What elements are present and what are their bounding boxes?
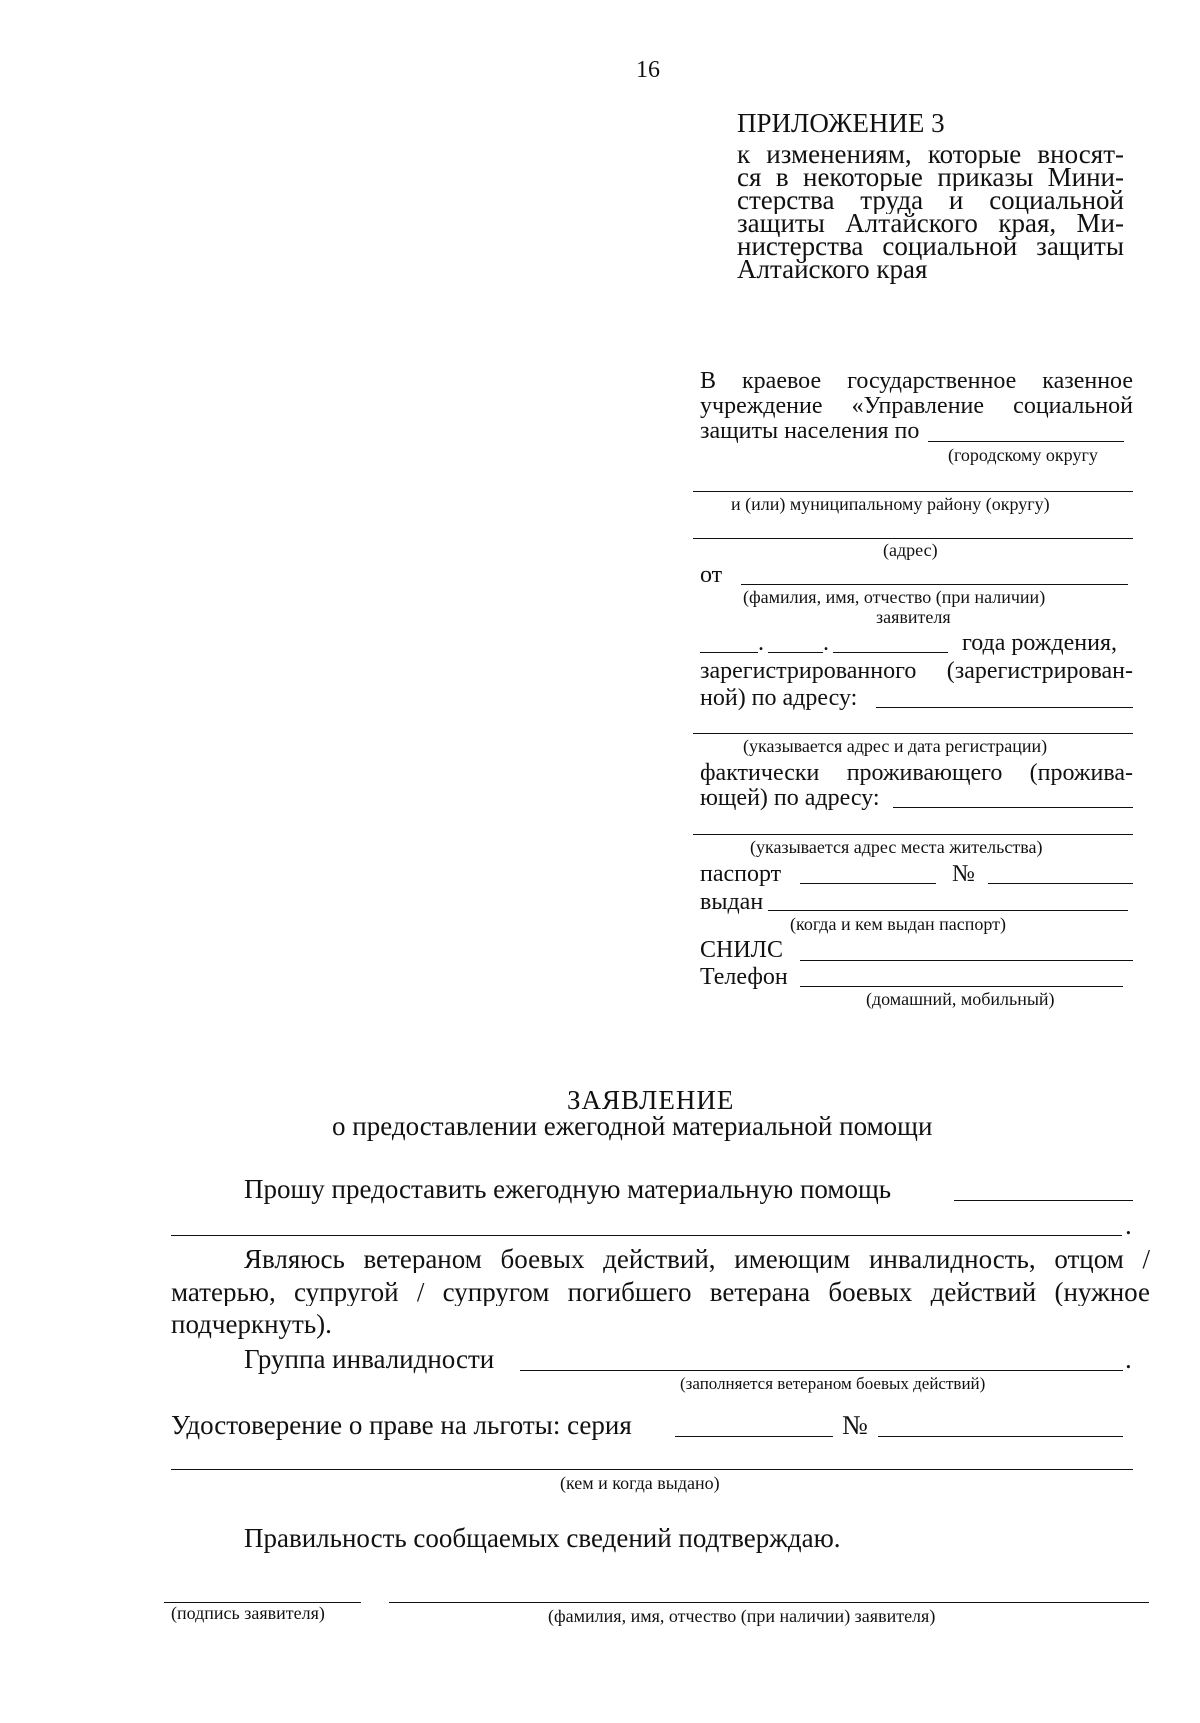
hint-city: (городскому округу: [948, 445, 1098, 465]
hint-signature: (подпись заявителя): [171, 1603, 325, 1623]
addressee-line: защиты населения по: [700, 418, 920, 444]
snils-field-line[interactable]: [800, 960, 1133, 961]
issued-field-line[interactable]: [768, 910, 1128, 911]
appendix-line: Алтайского края: [737, 254, 928, 284]
live-address-field-line[interactable]: [893, 807, 1133, 808]
birth-year-line[interactable]: [833, 652, 948, 653]
issued-label: выдан: [700, 889, 764, 915]
statement-title: ЗАЯВЛЕНИЕ: [567, 1085, 735, 1115]
birth-separator: .: [823, 630, 829, 656]
hint-applicant: заявителя: [876, 607, 951, 627]
registered-line: зарегистрированного (зарегистрирован-: [700, 659, 1133, 683]
confirm-text: Правильность сообщаемых сведений подтверждаю.: [244, 1523, 841, 1553]
certificate-number-line[interactable]: [878, 1436, 1123, 1437]
passport-number-sign: №: [952, 861, 975, 887]
appendix-line: стерства труда и социальной: [737, 187, 1124, 214]
registered-line: ной) по адресу:: [700, 685, 858, 711]
hint-signature-fio: (фамилия, имя, отчество (при наличии) заявителя): [548, 1606, 936, 1626]
hint-group: (заполняется ветераном боевых действий): [680, 1374, 986, 1393]
request-field-line[interactable]: [954, 1200, 1133, 1201]
snils-label: СНИЛС: [700, 937, 783, 963]
hint-issued: (когда и кем выдан паспорт): [790, 914, 1007, 934]
living-line: ющей) по адресу:: [700, 785, 880, 811]
addressee-line: В краевое государственное казенное: [700, 369, 1133, 393]
fio-field-line[interactable]: [741, 584, 1128, 585]
address-field-line[interactable]: [693, 538, 1133, 539]
district-field-line[interactable]: [693, 491, 1133, 492]
hint-address: (адрес): [883, 540, 938, 560]
appendix-line: ся в некоторые приказы Мини-: [737, 164, 1124, 191]
certificate-number-sign: №: [842, 1410, 868, 1440]
birth-label: года рождения,: [962, 630, 1117, 656]
appendix-line: защиты Алтайского края, Ми-: [737, 210, 1124, 237]
phone-field-line[interactable]: [800, 986, 1123, 987]
reg-address-field-line[interactable]: [876, 707, 1133, 708]
addressee-line: учреждение «Управление социальной: [700, 394, 1133, 418]
city-field-line[interactable]: [928, 441, 1124, 442]
phone-label: Телефон: [700, 964, 788, 990]
hint-district: и (или) муниципальному району (округу): [731, 494, 1050, 514]
appendix-line: нистерства социальной защиты: [737, 233, 1124, 260]
hint-fio: (фамилия, имя, отчество (при наличии): [743, 587, 1046, 607]
signature-fio-line[interactable]: [389, 1602, 1149, 1603]
veteran-line: подчеркнуть).: [171, 1309, 332, 1339]
certificate-label: Удостоверение о праве на льготы: серия: [171, 1410, 632, 1440]
hint-live: (указывается адрес места жительства): [750, 837, 1043, 857]
request-text: Прошу предоставить ежегодную материальную помощь: [244, 1174, 892, 1204]
group-label: Группа инвалидности: [244, 1344, 495, 1374]
passport-label: паспорт: [700, 861, 782, 887]
birth-month-line[interactable]: [768, 652, 823, 653]
appendix-title: ПРИЛОЖЕНИЕ 3: [737, 108, 945, 138]
from-label: от: [700, 562, 723, 588]
live-address-field-line-2[interactable]: [693, 834, 1133, 835]
living-line: фактически проживающего (прожива-: [700, 761, 1133, 785]
appendix-line: к изменениям, которые вносят-: [737, 141, 1124, 168]
reg-address-field-line-2[interactable]: [693, 733, 1133, 734]
birth-separator: .: [758, 630, 764, 656]
page-number: 16: [636, 57, 660, 83]
passport-number-line[interactable]: [988, 883, 1133, 884]
birth-day-line[interactable]: [700, 652, 758, 653]
veteran-line: Являюсь ветераном боевых действий, имеющим инвалидность, отцом /: [244, 1246, 1150, 1273]
disability-group-field-line[interactable]: [520, 1370, 1123, 1371]
certificate-series-line[interactable]: [675, 1436, 833, 1437]
veteran-line: матерью, супругой / супругом погибшего ветерана боевых действий (нужное: [171, 1279, 1150, 1306]
certificate-issued-line[interactable]: [171, 1469, 1133, 1470]
group-period: .: [1125, 1344, 1132, 1374]
request-field-line-2[interactable]: [171, 1235, 1122, 1236]
hint-certificate: (кем и когда выдано): [560, 1473, 720, 1493]
hint-phone: (домашний, мобильный): [866, 989, 1055, 1009]
statement-subtitle: о предоставлении ежегодной материальной помощи: [332, 1111, 933, 1141]
passport-series-line[interactable]: [800, 883, 936, 884]
request-period: .: [1125, 1210, 1132, 1240]
hint-reg: (указывается адрес и дата регистрации): [743, 736, 1048, 756]
